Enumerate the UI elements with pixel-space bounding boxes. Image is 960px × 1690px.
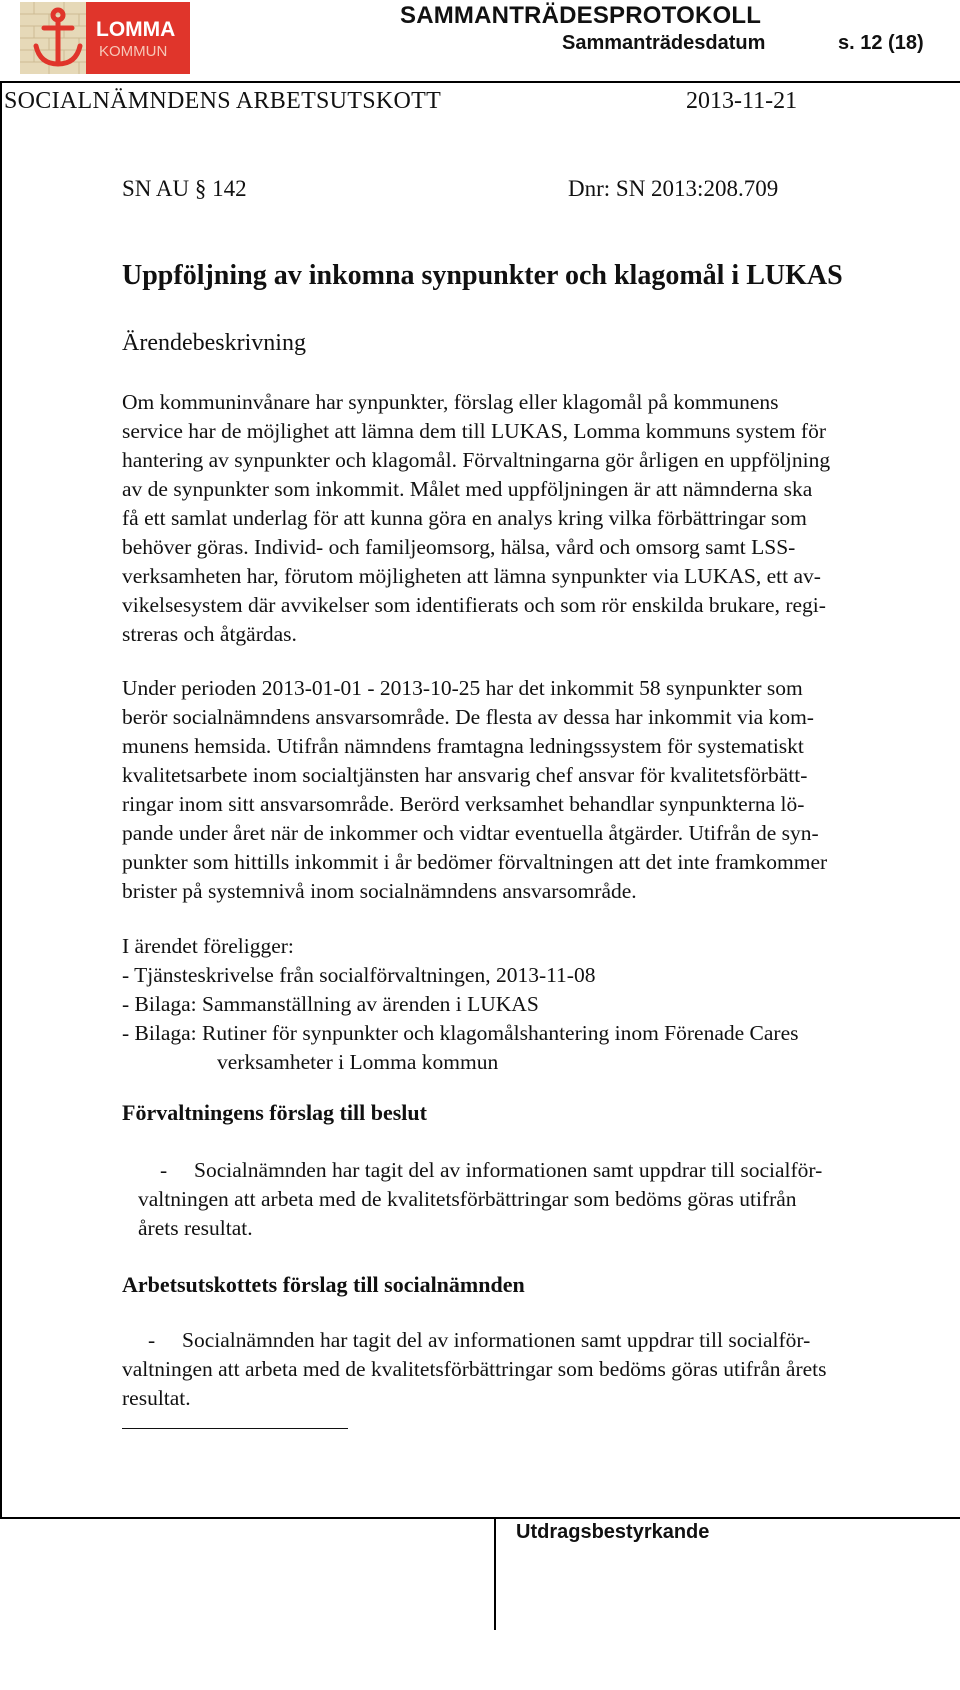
text-line: valtningen att arbeta med de kvalitetsförbättringar som bedöms göras utifrån årets <box>122 1357 827 1381</box>
document-type: SAMMANTRÄDESPROTOKOLL <box>400 2 762 29</box>
text-line: munens hemsida. Utifrån nämndens framtagna ledningssystem för systematiskt <box>122 734 804 758</box>
administration-proposal-text <box>138 1156 952 1243</box>
text-line: - Socialnämnden har tagit del av informationen samt uppdrar till socialför- <box>160 1158 823 1182</box>
text-line: service har de möjlighet att lämna dem till LUKAS, Lomma kommuns system för <box>122 419 826 443</box>
attachment-item: - Bilaga: Rutiner för synpunkter och klagomålshantering inom Förenade Cares <box>122 1021 799 1045</box>
text-line: brister på systemnivå inom socialnämndens ansvarsområde. <box>122 879 637 903</box>
diary-number: Dnr: SN 2013:208.709 <box>568 176 779 201</box>
text-line: få ett samlat underlag för att kunna göra en analys kring vilka förbättringar som <box>122 506 807 530</box>
text-line: pande under året när de inkommer och vidtar eventuella åtgärder. Utifrån de syn- <box>122 821 819 845</box>
text-line: ringar inom sitt ansvarsområde. Berörd verksamhet behandlar synpunkterna lö- <box>122 792 805 816</box>
committee-name: SOCIALNÄMNDENS ARBETSUTSKOTT <box>4 88 442 114</box>
meeting-date: 2013-11-21 <box>686 88 798 114</box>
text-line: resultat. <box>122 1386 191 1410</box>
page-number: s. 12 (18) <box>838 32 924 54</box>
meeting-date-label: Sammanträdesdatum <box>562 32 766 54</box>
text-line: Under perioden 2013-01-01 - 2013-10-25 har det inkommit 58 synpunkter som <box>122 676 803 700</box>
text-line: behöver göras. Individ- och familjeomsorg, hälsa, vård och omsorg samt LSS- <box>122 535 796 559</box>
committee-proposal-heading: Arbetsutskottets förslag till socialnämnden <box>122 1272 525 1297</box>
closing-rule <box>122 1428 348 1429</box>
text-line: hantering av synpunkter och klagomål. Förvaltningarna gör årligen en uppföljning <box>122 448 831 472</box>
attachments-list <box>122 932 952 1077</box>
text-line: av de synpunkter som inkommit. Målet med uppföljningen är att nämnderna ska <box>122 477 813 501</box>
svg-text:LOMMA: LOMMA <box>96 18 176 41</box>
svg-text:KOMMUN: KOMMUN <box>99 43 168 60</box>
text-line: streras och åtgärdas. <box>122 622 297 646</box>
text-line: årets resultat. <box>138 1216 253 1240</box>
description-paragraph <box>122 388 952 649</box>
text-line: - Socialnämnden har tagit del av informationen samt uppdrar till socialför- <box>148 1328 811 1352</box>
text-line: verksamheten har, förutom möjligheten att lämna synpunkter via LUKAS, ett av- <box>122 564 821 588</box>
attachments-intro: I ärendet föreligger: <box>122 934 294 958</box>
text-line: punkter som hittills inkommit i år bedömer förvaltningen att det inte framkommer <box>122 850 828 874</box>
committee-proposal-text <box>122 1326 952 1413</box>
attachment-item-continuation: verksamheter i Lomma kommun <box>217 1050 499 1074</box>
footer-divider <box>494 1517 496 1630</box>
attachment-item: - Bilaga: Sammanställning av ärenden i LUKAS <box>122 992 539 1016</box>
section-heading: Ärendebeskrivning <box>122 330 306 356</box>
text-line: vikelsesystem där avvikelser som identifierats och som rör enskilda brukare, regi- <box>122 593 826 617</box>
attachment-item: - Tjänsteskrivelse från socialförvaltningen, 2013-11-08 <box>122 963 596 987</box>
header-rule <box>0 81 960 83</box>
text-line: berör socialnämndens ansvarsområde. De flesta av dessa har inkommit via kom- <box>122 705 814 729</box>
certification-label: Utdragsbestyrkande <box>516 1521 710 1543</box>
period-summary-paragraph <box>122 674 952 906</box>
text-line: kvalitetsarbete inom socialtjänsten har ansvarig chef ansvar för kvalitetsförbätt- <box>122 763 808 787</box>
text-line: valtningen att arbeta med de kvalitetsförbättringar som bedöms göras utifrån <box>138 1187 797 1211</box>
left-margin-rule <box>0 81 2 1518</box>
text-line: Om kommuninvånare har synpunkter, förslag eller klagomål på kommunens <box>122 390 779 414</box>
administration-proposal-heading: Förvaltningens förslag till beslut <box>122 1100 427 1125</box>
lomma-kommun-logo <box>20 2 190 74</box>
footer-rule <box>0 1517 960 1519</box>
paragraph-reference: SN AU § 142 <box>122 176 247 201</box>
item-title: Uppföljning av inkomna synpunkter och klagomål i LUKAS <box>122 260 843 291</box>
